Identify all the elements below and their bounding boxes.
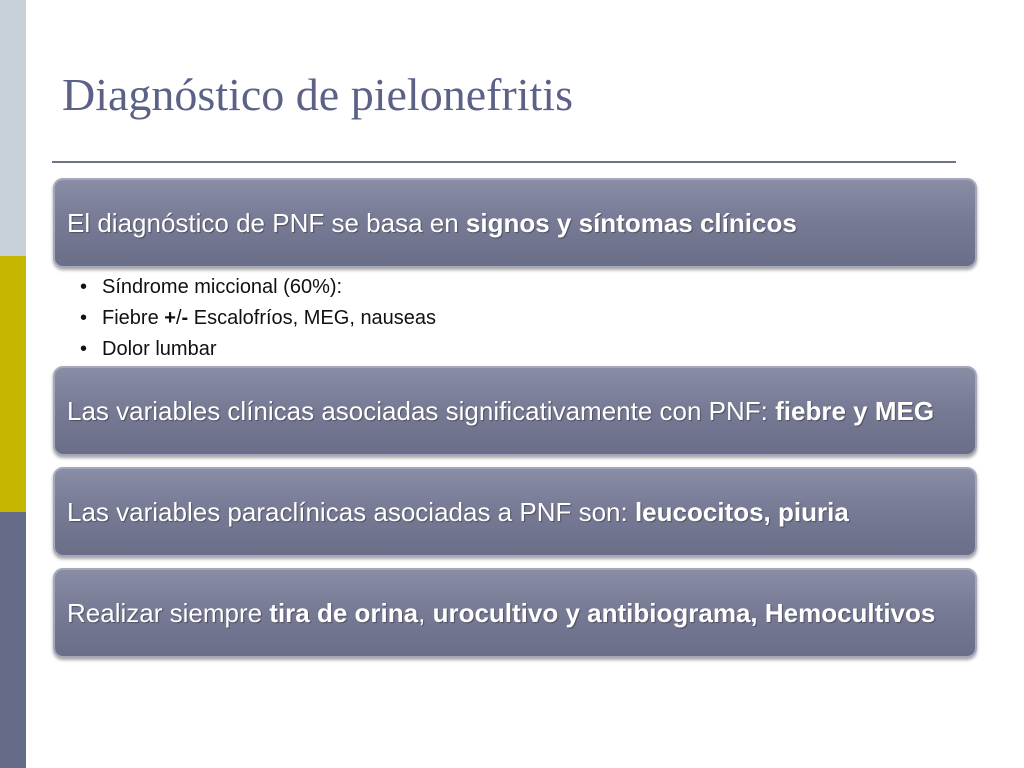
tests-lead: Realizar siempre	[67, 597, 270, 628]
clinical-variables-box	[53, 366, 977, 456]
slash-sign: /	[175, 307, 182, 329]
tests-emphasis-2: urocultivo y antibiograma, Hemocultivos	[432, 597, 936, 628]
tests-separator: ,	[418, 597, 433, 628]
symptom-text-pre: Fiebre	[102, 307, 165, 329]
paraclinical-variables-lead: Las variables paraclínicas asociadas a PNF son:	[67, 496, 635, 527]
bullet-icon: •	[80, 338, 88, 360]
decor-bar-bottom	[0, 512, 26, 768]
diagnosis-basis-box	[53, 178, 977, 268]
slide-title: Diagnóstico de pielonefritis	[62, 69, 573, 120]
title-divider	[52, 161, 956, 163]
symptom-list	[80, 272, 436, 365]
bullet-icon: •	[80, 307, 88, 329]
bullet-icon: •	[80, 276, 88, 298]
decor-bar-middle	[0, 256, 26, 512]
clinical-variables-text	[67, 396, 934, 427]
tests-box	[53, 568, 977, 658]
clinical-variables-lead: Las variables clínicas asociadas significativamente con PNF:	[67, 395, 776, 426]
list-item	[80, 272, 436, 303]
diagnosis-basis-emphasis: signos y síntomas clínicos	[465, 207, 797, 238]
paraclinical-variables-box	[53, 467, 977, 557]
symptom-text-post: Escalofríos, MEG, nauseas	[188, 307, 437, 329]
symptom-text: Síndrome miccional (60%):	[102, 276, 343, 298]
decor-bar-top	[0, 0, 26, 256]
diagnosis-basis-lead: El diagnóstico de PNF se basa en	[67, 207, 466, 238]
symptom-text: Dolor lumbar	[102, 338, 217, 360]
minus-sign: -	[181, 307, 189, 329]
list-item	[80, 303, 436, 334]
paraclinical-variables-emphasis: leucocitos, piuria	[634, 496, 849, 527]
tests-emphasis-1: tira de orina	[269, 597, 419, 628]
tests-text	[67, 598, 935, 629]
clinical-variables-emphasis: fiebre y MEG	[775, 395, 935, 426]
list-item	[80, 334, 436, 365]
plus-sign: +	[164, 307, 176, 329]
paraclinical-variables-text	[67, 497, 849, 528]
diagnosis-basis-text	[67, 208, 797, 239]
